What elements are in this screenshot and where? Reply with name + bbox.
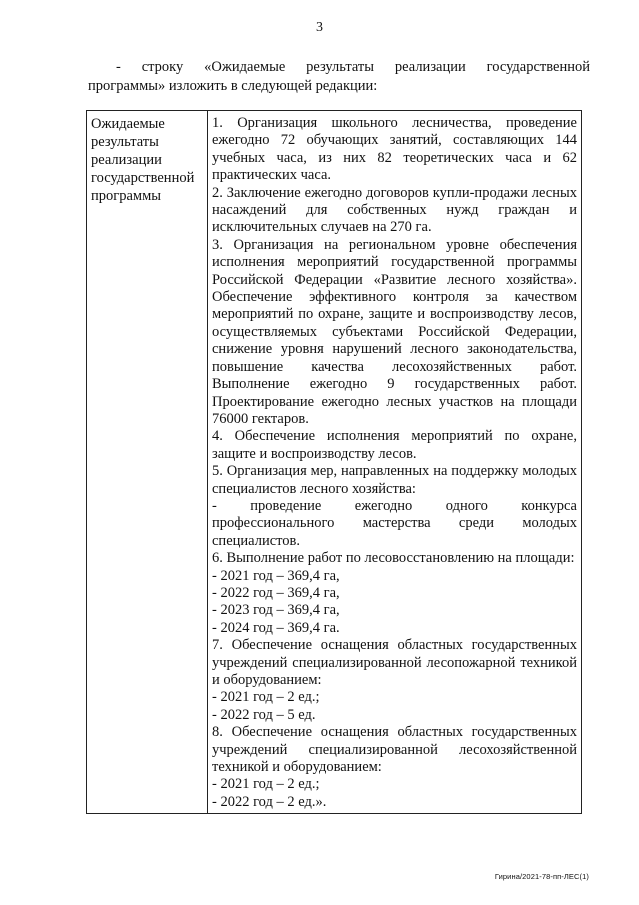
item-7: 7. Обеспечение оснащения областных государственных учреждений специализированной лесопожарной техникой и оборудованием: [212, 637, 577, 688]
label-line: реализации [91, 152, 162, 168]
item-5-sub: - проведение ежегодно одного конкурса профессионального мастерства среди молодых специалистов. [212, 497, 577, 549]
table-row [87, 111, 582, 814]
item-1: 1. Организация школьного лесничества, проведение ежегодно 72 обучающих занятий, составляющих 144 учебных часа, из них 82 теоретических часа и 62 практических часа. [212, 115, 577, 184]
item-6-year-2021: - 2021 год – 369,4 га, [212, 567, 340, 584]
item-3: 3. Организация на региональном уровне обеспечения исполнения мероприятий государственной программы Российской Федерации «Развитие лесного хозяйства». Обеспечение эффективного контроля за качеством мероприятий по охране, защите и воспроизводству лесов, осуществляемых субъектами Российской Федерации, снижение уровня нарушений лесного законодательства, повышение качества лесохозяйственных работ. Выполнение ежегодно 9 государственных работ. Проектирование ежегодно лесных участков на площади 76000 гектаров. [212, 236, 577, 427]
item-8: 8. Обеспечение оснащения областных государственных учреждений специализированной лесохозяйственной техникой и оборудованием: [212, 724, 577, 776]
item-4: 4. Обеспечение исполнения мероприятий по охране, защите и воспроизводству лесов. [212, 428, 577, 462]
document-code: Гирина/2021-78-пп-ЛЕС(1) [494, 872, 589, 881]
intro-line-1: - строку «Ожидаемые результаты реализации государственной [116, 59, 590, 75]
item-7-year-2022: - 2022 год – 5 ед. [212, 706, 316, 723]
item-8-year-2021: - 2021 год – 2 ед.; [212, 776, 320, 793]
item-5: 5. Организация мер, направленных на поддержку молодых специалистов лесного хозяйства: [212, 463, 577, 497]
label-line: программы [91, 188, 161, 204]
label-cell [87, 111, 208, 814]
intro-paragraph [88, 58, 590, 96]
label-line: результаты [91, 134, 159, 150]
item-6: 6. Выполнение работ по лесовосстановлению на площади: [212, 550, 575, 567]
page-number: 3 [316, 20, 323, 35]
item-6-year-2024: - 2024 год – 369,4 га. [212, 619, 340, 636]
item-6-year-2023: - 2023 год – 369,4 га, [212, 602, 340, 619]
item-7-year-2021: - 2021 год – 2 ед.; [212, 689, 320, 706]
item-8-year-2022: - 2022 год – 2 ед.». [212, 793, 327, 810]
item-6-year-2022: - 2022 год – 369,4 га, [212, 584, 340, 601]
intro-line-2: программы» изложить в следующей редакции: [88, 78, 378, 94]
content-cell [208, 111, 582, 814]
results-table [86, 110, 582, 814]
label-line: государственной [91, 170, 195, 186]
item-2: 2. Заключение ежегодно договоров купли-продажи лесных насаждений для собственных нужд граждан и исключительных случаев на 270 га. [212, 184, 577, 236]
label-line: Ожидаемые [91, 116, 165, 132]
